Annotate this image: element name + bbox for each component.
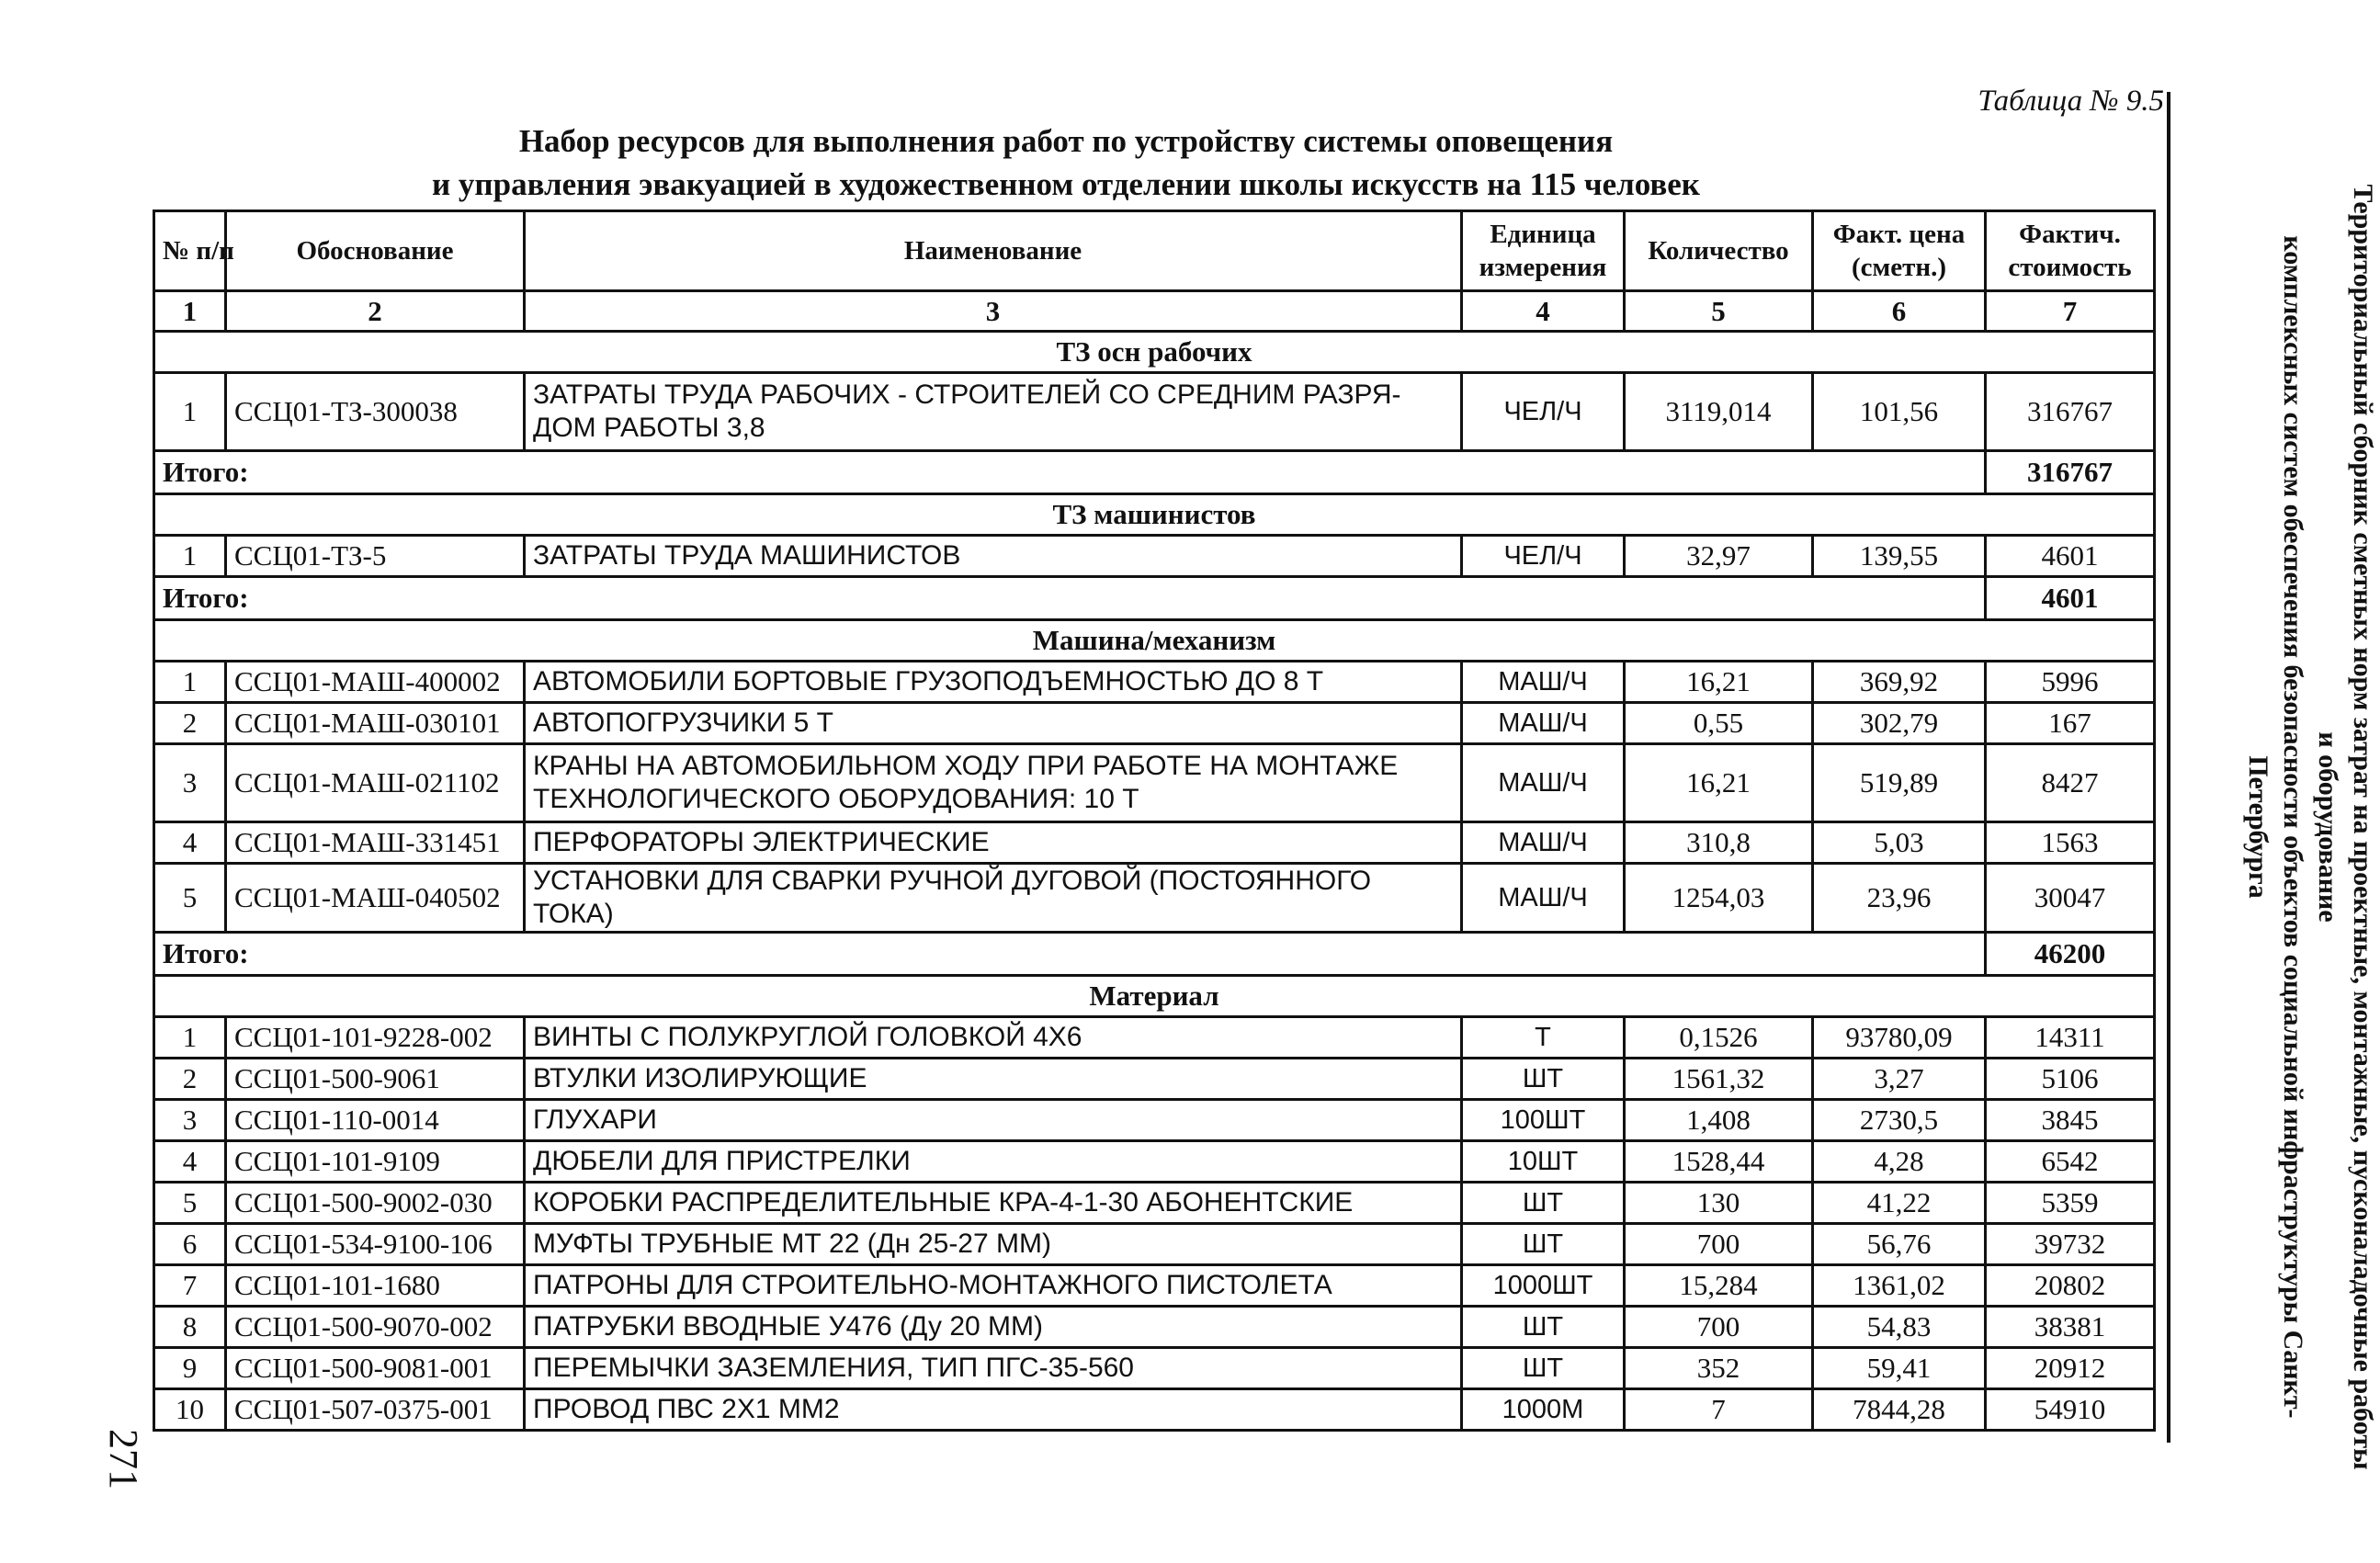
row-number-cell: 3 bbox=[154, 744, 226, 822]
header-row bbox=[154, 211, 2155, 291]
row-number-cell: 10 bbox=[154, 1389, 226, 1431]
price-cell: 2730,5 bbox=[1813, 1100, 1986, 1141]
unit-cell: ШТ bbox=[1462, 1183, 1625, 1224]
cost-cell: 5359 bbox=[1986, 1183, 2155, 1224]
cost-cell: 5106 bbox=[1986, 1059, 2155, 1100]
row-number-cell: 7 bbox=[154, 1265, 226, 1307]
name-cell: ПАТРУБКИ ВВОДНЫЕ У476 (Ду 20 ММ) bbox=[525, 1307, 1462, 1348]
title-line-2: и управления эвакуацией в художественном отделении школы искусств на 115 человек bbox=[432, 166, 1700, 202]
table-row bbox=[154, 1017, 2155, 1059]
code-cell: ССЦ01-ТЗ-5 bbox=[226, 536, 525, 577]
unit-cell: МАШ/Ч bbox=[1462, 703, 1625, 744]
total-value: 4601 bbox=[1986, 577, 2155, 620]
header-cell: № п/п bbox=[154, 211, 226, 291]
section-header-row bbox=[154, 620, 2155, 662]
price-cell: 302,79 bbox=[1813, 703, 1986, 744]
row-number-cell: 5 bbox=[154, 864, 226, 933]
row-number-cell: 1 bbox=[154, 373, 226, 451]
row-number-cell: 4 bbox=[154, 822, 226, 864]
row-number-cell: 2 bbox=[154, 1059, 226, 1100]
column-number-cell: 6 bbox=[1813, 291, 1986, 332]
code-cell: ССЦ01-110-0014 bbox=[226, 1100, 525, 1141]
code-cell: ССЦ01-МАШ-331451 bbox=[226, 822, 525, 864]
table-row bbox=[154, 1389, 2155, 1431]
section-title: ТЗ машинистов bbox=[154, 494, 2155, 536]
header-cell: Наименование bbox=[525, 211, 1462, 291]
cost-cell: 3845 bbox=[1986, 1100, 2155, 1141]
price-cell: 101,56 bbox=[1813, 373, 1986, 451]
name-cell: АВТОМОБИЛИ БОРТОВЫЕ ГРУЗОПОДЪЕМНОСТЬЮ ДО 8 Т bbox=[525, 662, 1462, 703]
column-number-cell: 4 bbox=[1462, 291, 1625, 332]
row-number-cell: 3 bbox=[154, 1100, 226, 1141]
page-title bbox=[368, 119, 1764, 206]
price-cell: 139,55 bbox=[1813, 536, 1986, 577]
table-row bbox=[154, 536, 2155, 577]
cost-cell: 4601 bbox=[1986, 536, 2155, 577]
row-number-cell: 1 bbox=[154, 536, 226, 577]
unit-cell: МАШ/Ч bbox=[1462, 822, 1625, 864]
unit-cell: МАШ/Ч bbox=[1462, 744, 1625, 822]
price-cell: 56,76 bbox=[1813, 1224, 1986, 1265]
cost-cell: 20912 bbox=[1986, 1348, 2155, 1389]
total-row bbox=[154, 577, 2155, 620]
table-row bbox=[154, 1307, 2155, 1348]
row-number-cell: 9 bbox=[154, 1348, 226, 1389]
section-header-row bbox=[154, 976, 2155, 1017]
table-row bbox=[154, 373, 2155, 451]
cost-cell: 5996 bbox=[1986, 662, 2155, 703]
code-cell: ССЦ01-500-9002-030 bbox=[226, 1183, 525, 1224]
header-cell: Фактич. стоимость bbox=[1986, 211, 2155, 291]
header-cell: Обоснование bbox=[226, 211, 525, 291]
unit-cell: ШТ bbox=[1462, 1348, 1625, 1389]
code-cell: ССЦ01-МАШ-030101 bbox=[226, 703, 525, 744]
total-label: Итого: bbox=[154, 577, 1986, 620]
name-cell: ВТУЛКИ ИЗОЛИРУЮЩИЕ bbox=[525, 1059, 1462, 1100]
section-title: ТЗ осн рабочих bbox=[154, 332, 2155, 373]
total-label: Итого: bbox=[154, 933, 1986, 976]
cost-cell: 8427 bbox=[1986, 744, 2155, 822]
unit-cell: ШТ bbox=[1462, 1307, 1625, 1348]
quantity-cell: 15,284 bbox=[1625, 1265, 1813, 1307]
code-cell: ССЦ01-101-1680 bbox=[226, 1265, 525, 1307]
quantity-cell: 700 bbox=[1625, 1307, 1813, 1348]
column-number-cell: 3 bbox=[525, 291, 1462, 332]
name-cell: УСТАНОВКИ ДЛЯ СВАРКИ РУЧНОЙ ДУГОВОЙ (ПОСТОЯННОГО ТОКА) bbox=[525, 864, 1462, 933]
cost-cell: 38381 bbox=[1986, 1307, 2155, 1348]
table-row bbox=[154, 822, 2155, 864]
cost-cell: 316767 bbox=[1986, 373, 2155, 451]
price-cell: 1361,02 bbox=[1813, 1265, 1986, 1307]
section-title: Материал bbox=[154, 976, 2155, 1017]
code-cell: ССЦ01-МАШ-021102 bbox=[226, 744, 525, 822]
cost-cell: 54910 bbox=[1986, 1389, 2155, 1431]
section-header-row bbox=[154, 332, 2155, 373]
code-cell: ССЦ01-101-9228-002 bbox=[226, 1017, 525, 1059]
total-label: Итого: bbox=[154, 451, 1986, 494]
code-cell: ССЦ01-500-9081-001 bbox=[226, 1348, 525, 1389]
name-cell: ЗАТРАТЫ ТРУДА РАБОЧИХ - СТРОИТЕЛЕЙ СО СРЕДНИМ РАЗРЯ-ДОМ РАБОТЫ 3,8 bbox=[525, 373, 1462, 451]
margin-rule bbox=[2167, 92, 2170, 1443]
price-cell: 3,27 bbox=[1813, 1059, 1986, 1100]
quantity-cell: 700 bbox=[1625, 1224, 1813, 1265]
price-cell: 54,83 bbox=[1813, 1307, 1986, 1348]
quantity-cell: 130 bbox=[1625, 1183, 1813, 1224]
price-cell: 41,22 bbox=[1813, 1183, 1986, 1224]
title-line-1: Набор ресурсов для выполнения работ по устройству системы оповещения bbox=[518, 123, 1614, 159]
code-cell: ССЦ01-МАШ-400002 bbox=[226, 662, 525, 703]
price-cell: 369,92 bbox=[1813, 662, 1986, 703]
cost-cell: 6542 bbox=[1986, 1141, 2155, 1183]
name-cell: АВТОПОГРУЗЧИКИ 5 Т bbox=[525, 703, 1462, 744]
total-row bbox=[154, 451, 2155, 494]
table-row bbox=[154, 1348, 2155, 1389]
quantity-cell: 1561,32 bbox=[1625, 1059, 1813, 1100]
name-cell: ГЛУХАРИ bbox=[525, 1100, 1462, 1141]
unit-cell: МАШ/Ч bbox=[1462, 864, 1625, 933]
page-number: 271 bbox=[101, 1429, 146, 1489]
table-row bbox=[154, 662, 2155, 703]
quantity-cell: 32,97 bbox=[1625, 536, 1813, 577]
side-caption-line-2: комплексных систем обеспечения безопасности объектов социальной инфраструктуры Санкт-Петербурга bbox=[2243, 235, 2308, 1419]
total-row bbox=[154, 933, 2155, 976]
cost-cell: 1563 bbox=[1986, 822, 2155, 864]
total-value: 316767 bbox=[1986, 451, 2155, 494]
code-cell: ССЦ01-ТЗ-300038 bbox=[226, 373, 525, 451]
name-cell: КОРОБКИ РАСПРЕДЕЛИТЕЛЬНЫЕ КРА-4-1-30 АБОНЕНТСКИЕ bbox=[525, 1183, 1462, 1224]
cost-cell: 20802 bbox=[1986, 1265, 2155, 1307]
cost-cell: 39732 bbox=[1986, 1224, 2155, 1265]
name-cell: КРАНЫ НА АВТОМОБИЛЬНОМ ХОДУ ПРИ РАБОТЕ НА МОНТАЖЕ ТЕХНОЛОГИЧЕСКОГО ОБОРУДОВАНИЯ: 10 Т bbox=[525, 744, 1462, 822]
name-cell: ПЕРЕМЫЧКИ ЗАЗЕМЛЕНИЯ, ТИП ПГС-35-560 bbox=[525, 1348, 1462, 1389]
table-number-label: Таблица № 9.5 bbox=[1978, 85, 2164, 118]
row-number-cell: 1 bbox=[154, 1017, 226, 1059]
name-cell: ВИНТЫ С ПОЛУКРУГЛОЙ ГОЛОВКОЙ 4Х6 bbox=[525, 1017, 1462, 1059]
row-number-cell: 6 bbox=[154, 1224, 226, 1265]
unit-cell: ЧЕЛ/Ч bbox=[1462, 373, 1625, 451]
table-row bbox=[154, 1141, 2155, 1183]
code-cell: ССЦ01-101-9109 bbox=[226, 1141, 525, 1183]
unit-cell: ШТ bbox=[1462, 1059, 1625, 1100]
unit-cell: 100ШТ bbox=[1462, 1100, 1625, 1141]
row-number-cell: 5 bbox=[154, 1183, 226, 1224]
quantity-cell: 16,21 bbox=[1625, 744, 1813, 822]
code-cell: ССЦ01-МАШ-040502 bbox=[226, 864, 525, 933]
code-cell: ССЦ01-534-9100-106 bbox=[226, 1224, 525, 1265]
section-header-row bbox=[154, 494, 2155, 536]
quantity-cell: 352 bbox=[1625, 1348, 1813, 1389]
cost-cell: 14311 bbox=[1986, 1017, 2155, 1059]
name-cell: ПРОВОД ПВС 2Х1 ММ2 bbox=[525, 1389, 1462, 1431]
table-row bbox=[154, 864, 2155, 933]
column-number-cell: 2 bbox=[226, 291, 525, 332]
unit-cell: 1000ШТ bbox=[1462, 1265, 1625, 1307]
side-caption bbox=[2243, 175, 2380, 1479]
quantity-cell: 7 bbox=[1625, 1389, 1813, 1431]
quantity-cell: 3119,014 bbox=[1625, 373, 1813, 451]
cost-cell: 30047 bbox=[1986, 864, 2155, 933]
header-cell: Факт. цена (сметн.) bbox=[1813, 211, 1986, 291]
unit-cell: Т bbox=[1462, 1017, 1625, 1059]
quantity-cell: 1,408 bbox=[1625, 1100, 1813, 1141]
side-caption-line-1: Территориальный сборник сметных норм затрат на проектные, монтажные, пусконаладочные работы и оборудование bbox=[2313, 184, 2378, 1470]
total-value: 46200 bbox=[1986, 933, 2155, 976]
table-row bbox=[154, 1224, 2155, 1265]
quantity-cell: 1528,44 bbox=[1625, 1141, 1813, 1183]
price-cell: 93780,09 bbox=[1813, 1017, 1986, 1059]
resource-table bbox=[153, 210, 2156, 1432]
unit-cell: ЧЕЛ/Ч bbox=[1462, 536, 1625, 577]
unit-cell: ШТ bbox=[1462, 1224, 1625, 1265]
header-cell: Единица измерения bbox=[1462, 211, 1625, 291]
name-cell: ПЕРФОРАТОРЫ ЭЛЕКТРИЧЕСКИЕ bbox=[525, 822, 1462, 864]
code-cell: ССЦ01-500-9061 bbox=[226, 1059, 525, 1100]
column-number-cell: 1 bbox=[154, 291, 226, 332]
column-number-row bbox=[154, 291, 2155, 332]
quantity-cell: 1254,03 bbox=[1625, 864, 1813, 933]
unit-cell: 1000М bbox=[1462, 1389, 1625, 1431]
price-cell: 7844,28 bbox=[1813, 1389, 1986, 1431]
table-row bbox=[154, 1265, 2155, 1307]
table-row bbox=[154, 1059, 2155, 1100]
table-row bbox=[154, 744, 2155, 822]
column-number-cell: 5 bbox=[1625, 291, 1813, 332]
table-row bbox=[154, 703, 2155, 744]
unit-cell: МАШ/Ч bbox=[1462, 662, 1625, 703]
row-number-cell: 1 bbox=[154, 662, 226, 703]
name-cell: ЗАТРАТЫ ТРУДА МАШИНИСТОВ bbox=[525, 536, 1462, 577]
header-cell: Количество bbox=[1625, 211, 1813, 291]
code-cell: ССЦ01-507-0375-001 bbox=[226, 1389, 525, 1431]
row-number-cell: 2 bbox=[154, 703, 226, 744]
price-cell: 59,41 bbox=[1813, 1348, 1986, 1389]
name-cell: МУФТЫ ТРУБНЫЕ МТ 22 (Дн 25-27 ММ) bbox=[525, 1224, 1462, 1265]
row-number-cell: 8 bbox=[154, 1307, 226, 1348]
row-number-cell: 4 bbox=[154, 1141, 226, 1183]
name-cell: ДЮБЕЛИ ДЛЯ ПРИСТРЕЛКИ bbox=[525, 1141, 1462, 1183]
price-cell: 23,96 bbox=[1813, 864, 1986, 933]
quantity-cell: 0,1526 bbox=[1625, 1017, 1813, 1059]
price-cell: 4,28 bbox=[1813, 1141, 1986, 1183]
section-title: Машина/механизм bbox=[154, 620, 2155, 662]
name-cell: ПАТРОНЫ ДЛЯ СТРОИТЕЛЬНО-МОНТАЖНОГО ПИСТОЛЕТА bbox=[525, 1265, 1462, 1307]
price-cell: 5,03 bbox=[1813, 822, 1986, 864]
quantity-cell: 16,21 bbox=[1625, 662, 1813, 703]
column-number-cell: 7 bbox=[1986, 291, 2155, 332]
table-row bbox=[154, 1100, 2155, 1141]
table-body bbox=[154, 332, 2155, 1431]
quantity-cell: 0,55 bbox=[1625, 703, 1813, 744]
unit-cell: 10ШТ bbox=[1462, 1141, 1625, 1183]
code-cell: ССЦ01-500-9070-002 bbox=[226, 1307, 525, 1348]
price-cell: 519,89 bbox=[1813, 744, 1986, 822]
quantity-cell: 310,8 bbox=[1625, 822, 1813, 864]
cost-cell: 167 bbox=[1986, 703, 2155, 744]
table-row bbox=[154, 1183, 2155, 1224]
